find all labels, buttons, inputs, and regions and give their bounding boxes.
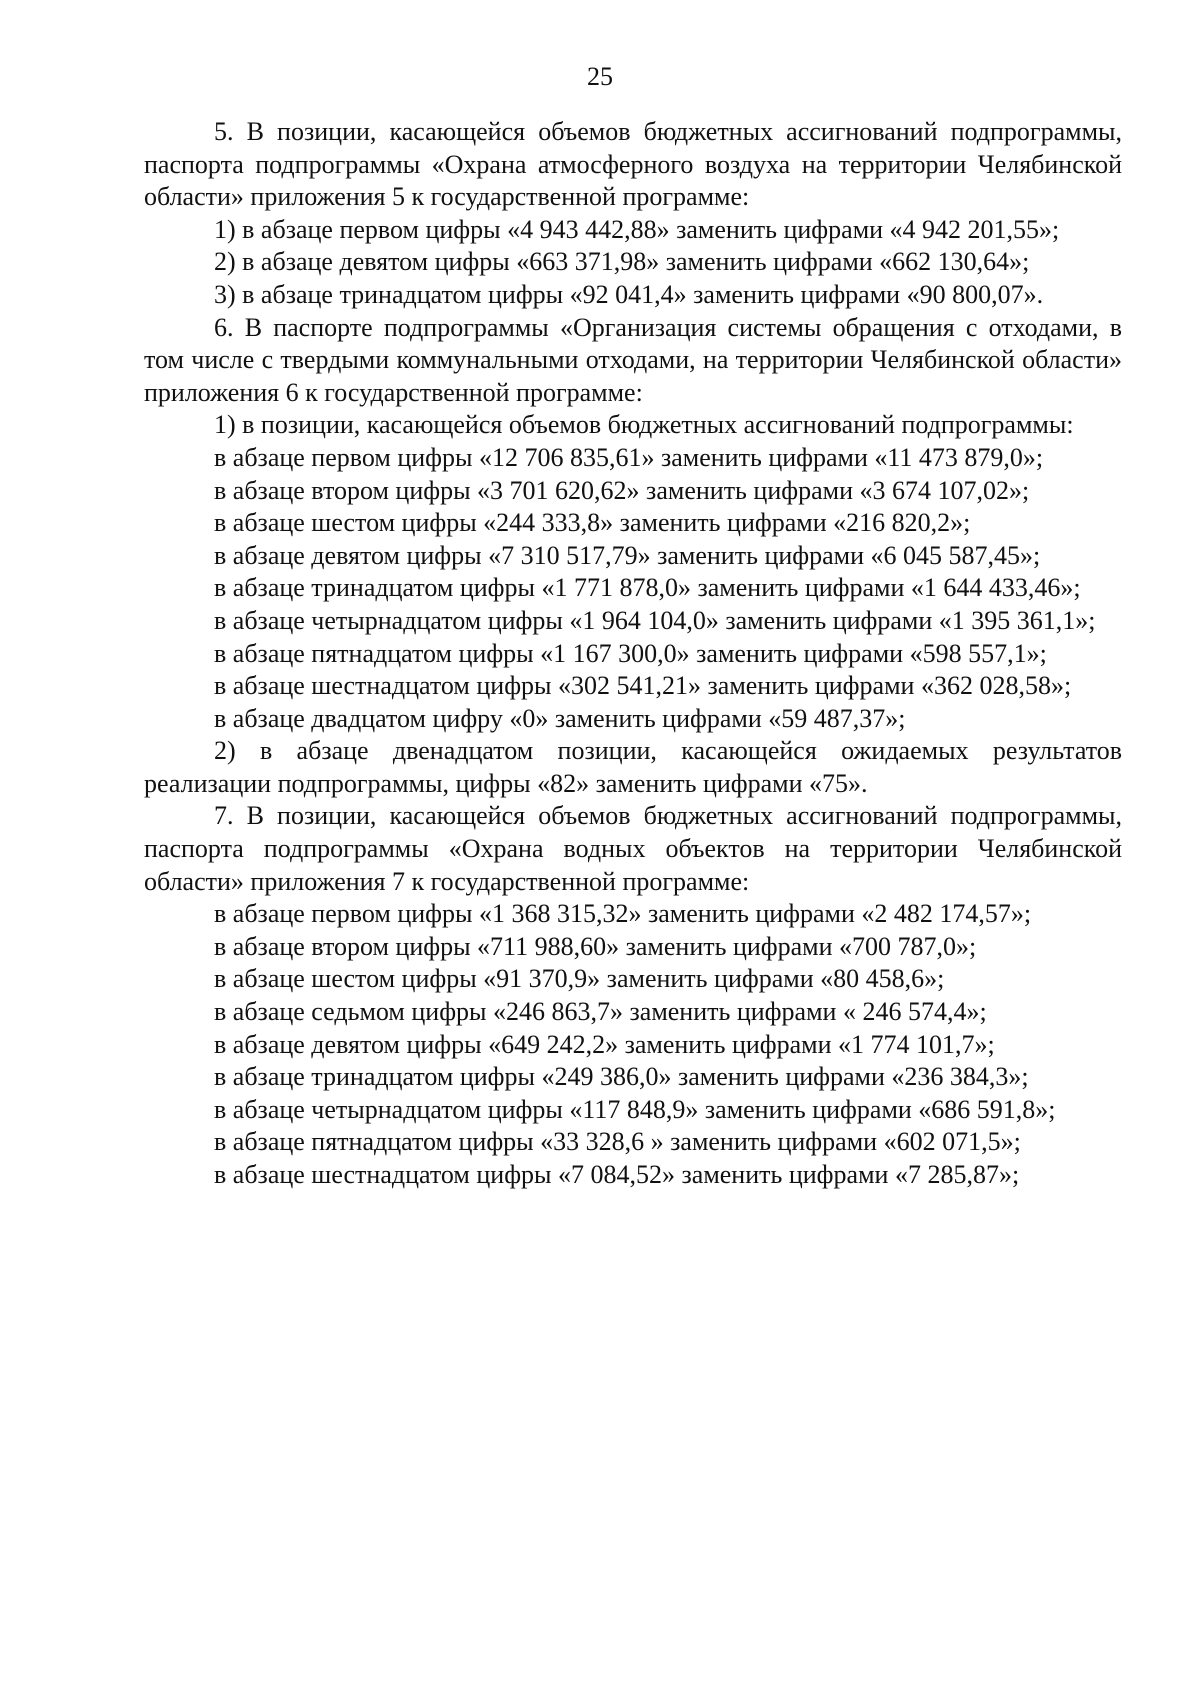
paragraph-7-line-9: в абзаце шестнадцатом цифры «7 084,52» заменить цифрами «7 285,87»; — [214, 1160, 1020, 1189]
paragraph-7-line-8: в абзаце пятнадцатом цифры «33 328,6 » заменить цифрами «602 071,5»; — [214, 1127, 1021, 1157]
paragraph-7-line-2: в абзаце втором цифры «711 988,60» заменить цифрами «700 787,0»; — [214, 931, 977, 961]
paragraph-6-item-1: 1) в позиции, касающейся объемов бюджетных ассигнований подпрограммы: — [214, 410, 1074, 440]
paragraph-6-line-3: в абзаце шестом цифры «244 333,8» заменить цифрами «216 820,2»; — [214, 508, 971, 538]
paragraph-6-line-8: в абзаце шестнадцатом цифры «302 541,21» заменить цифрами «362 028,58»; — [214, 671, 1072, 701]
paragraph-6-line-4: в абзаце девятом цифры «7 310 517,79» заменить цифрами «6 045 587,45»; — [214, 540, 1041, 570]
paragraph-7-line-5: в абзаце девятом цифры «649 242,2» заменить цифрами «1 774 101,7»; — [214, 1029, 995, 1059]
paragraph-6-line-1: в абзаце первом цифры «12 706 835,61» заменить цифрами «11 473 879,0»; — [214, 442, 1044, 472]
paragraph-7-line-3: в абзаце шестом цифры «91 370,9» заменить цифрами «80 458,6»; — [214, 964, 945, 994]
paragraph-5-item-1: 1) в абзаце первом цифры «4 943 442,88» заменить цифрами «4 942 201,55»; — [214, 214, 1060, 244]
paragraph-6-item-2: 2) в абзаце двенадцатом позиции, касающейся ожидаемых результатов реализации подпрограммы, цифры «82» заменить цифрами «75». — [144, 736, 1122, 798]
paragraph-7: 7. В позиции, касающейся объемов бюджетных ассигнований подпрограммы, паспорта подпрограммы «Охрана водных объектов на территории Челябинской области» приложения 7 к государственной программе: — [144, 801, 1122, 896]
paragraph-7-line-4: в абзаце седьмом цифры «246 863,7» заменить цифрами « 246 574,4»; — [214, 997, 987, 1027]
paragraph-7-line-6: в абзаце тринадцатом цифры «249 386,0» заменить цифрами «236 384,3»; — [214, 1062, 1029, 1092]
paragraph-5: 5. В позиции, касающейся объемов бюджетных ассигнований подпрограммы, паспорта подпрограммы «Охрана атмосферного воздуха на территории Челябинской области» приложения 5 к государственной программе: — [144, 117, 1122, 212]
paragraph-7-line-7: в абзаце четырнадцатом цифры «117 848,9» заменить цифрами «686 591,8»; — [214, 1094, 1056, 1124]
paragraph-5-item-2: 2) в абзаце девятом цифры «663 371,98» заменить цифрами «662 130,64»; — [214, 247, 1030, 277]
page-number: 25 — [587, 62, 613, 91]
document-body — [144, 116, 1122, 1192]
paragraph-6: 6. В паспорте подпрограммы «Организация системы обращения с отходами, в том числе с твердыми коммунальными отходами, на территории Челябинской области» приложения 6 к государственной программе: — [144, 312, 1122, 407]
paragraph-6-line-7: в абзаце пятнадцатом цифры «1 167 300,0» заменить цифрами «598 557,1»; — [214, 638, 1047, 668]
paragraph-6-line-6: в абзаце четырнадцатом цифры «1 964 104,0» заменить цифрами «1 395 361,1»; — [214, 605, 1096, 635]
paragraph-7-line-1: в абзаце первом цифры «1 368 315,32» заменить цифрами «2 482 174,57»; — [214, 899, 1032, 929]
paragraph-5-item-3: 3) в абзаце тринадцатом цифры «92 041,4» заменить цифрами «90 800,07». — [214, 279, 1044, 309]
paragraph-6-line-5: в абзаце тринадцатом цифры «1 771 878,0» заменить цифрами «1 644 433,46»; — [214, 573, 1081, 603]
paragraph-6-line-9: в абзаце двадцатом цифру «0» заменить цифрами «59 487,37»; — [214, 703, 906, 733]
paragraph-6-line-2: в абзаце втором цифры «3 701 620,62» заменить цифрами «3 674 107,02»; — [214, 475, 1030, 505]
